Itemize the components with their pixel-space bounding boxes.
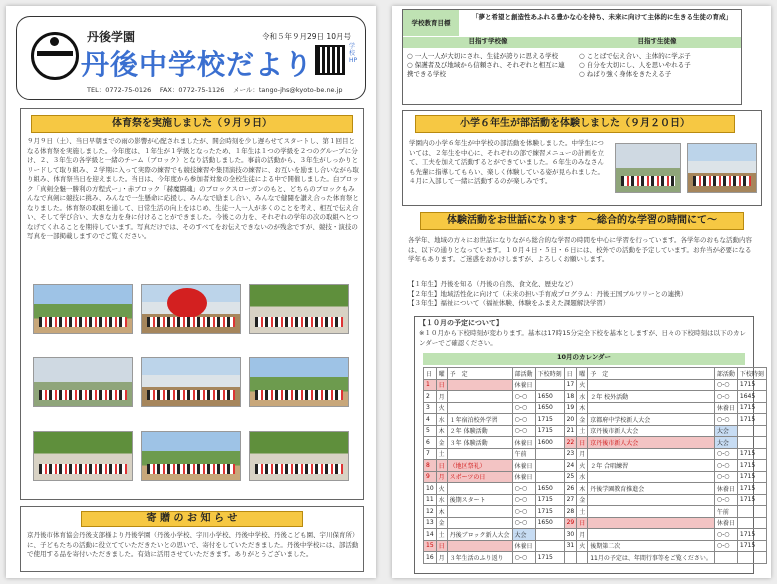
cal-time: 1715 bbox=[737, 471, 766, 483]
experience-grade-list bbox=[408, 280, 756, 310]
cal-event: ２年 合唱練習 bbox=[588, 460, 715, 472]
cal-club: ○-○ bbox=[714, 529, 737, 541]
cal-event bbox=[447, 540, 512, 552]
cal-club: ○-○ bbox=[512, 506, 535, 518]
calendar-row bbox=[424, 391, 767, 403]
photo-performance bbox=[249, 431, 349, 481]
calendar-row bbox=[424, 437, 767, 449]
cal-time: 1715 bbox=[535, 414, 564, 426]
cal-day: 28 bbox=[564, 506, 577, 518]
cal-day bbox=[564, 552, 577, 564]
cal-day: 23 bbox=[564, 448, 577, 460]
sports-festival-heading: 体育祭を実施しました（９月９日） bbox=[31, 115, 353, 133]
cal-day: 22 bbox=[564, 437, 577, 449]
calendar-row bbox=[424, 425, 767, 437]
cal-time: 1715 bbox=[737, 402, 766, 414]
cal-time: 1650 bbox=[535, 402, 564, 414]
cal-weekday: 土 bbox=[577, 506, 588, 518]
cal-event: 京丹後市新人大会 bbox=[588, 437, 715, 449]
cal-day: 14 bbox=[424, 529, 437, 541]
cal-time: 1715 bbox=[535, 425, 564, 437]
cal-time bbox=[737, 517, 766, 529]
cal-club: 休養日 bbox=[714, 483, 737, 495]
cal-club: 休養日 bbox=[512, 437, 535, 449]
donation-section bbox=[20, 506, 364, 572]
october-calendar bbox=[423, 367, 767, 564]
cal-head-weekday: 曜 bbox=[436, 368, 447, 380]
student-item: ○ 自分を大切にし、人を思いやれる子 bbox=[579, 61, 691, 69]
grade-2-item: 【２年生】地域活性化に向けて（未来の担い手育成プログラム：丹後王国ブルワリーとの連携） bbox=[408, 289, 688, 298]
cal-time bbox=[535, 448, 564, 460]
cal-day: 4 bbox=[424, 414, 437, 426]
cal-day: 25 bbox=[564, 471, 577, 483]
cal-event bbox=[588, 517, 715, 529]
cal-weekday: 金 bbox=[436, 437, 447, 449]
mail: メール：tango-jhs@kyoto-be.ne.jp bbox=[233, 86, 343, 94]
cal-club: ○-○ bbox=[512, 494, 535, 506]
cal-weekday: 木 bbox=[577, 402, 588, 414]
goals-label: 学校教育目標 bbox=[403, 10, 459, 36]
cal-time: 1715 bbox=[535, 552, 564, 564]
calendar-row bbox=[424, 402, 767, 414]
calendar-row bbox=[424, 483, 767, 495]
donation-text: 京丹後市体育協会丹後支部様より丹後学園（丹後小学校、宇川小学校、丹後中学校、丹後こども園、宇川保育所）に、子どもたちの活動に役立てていただきたいとの思いで、寄付をしていただきました。丹後中学校には、部活動で使用する品を寄付いただきました。有効に活用させていただきます。ありがとうございました。 bbox=[27, 531, 359, 558]
cal-weekday: 金 bbox=[577, 494, 588, 506]
cal-event: 後期スタート bbox=[447, 494, 512, 506]
club-trial-text: 学園内の小学６年生が中学校の部活動を体験しました。中学生については、２年生を中心に、それぞれの部で練習メニューの計画を立て、工夫を加えて活動するとができていました。６年生のみなさんも先輩に指導してもらい、楽しく体験している姿が見られました。４月に入部して一緒に活動するのが楽しみです。 bbox=[409, 139, 604, 185]
calendar-row bbox=[424, 448, 767, 460]
photo-cheer bbox=[249, 284, 349, 334]
cal-head-club: 部活動 bbox=[714, 368, 737, 380]
cal-day: 17 bbox=[564, 379, 577, 391]
calendar-row bbox=[424, 379, 767, 391]
cal-day: 21 bbox=[564, 425, 577, 437]
calendar-row bbox=[424, 529, 767, 541]
cal-event bbox=[588, 448, 715, 460]
cal-weekday: 日 bbox=[436, 540, 447, 552]
cal-time: 1715 bbox=[737, 448, 766, 460]
calendar-row bbox=[424, 506, 767, 518]
cal-event: 丹後ブロック新人大会 bbox=[447, 529, 512, 541]
cal-event bbox=[588, 529, 715, 541]
calendar-row bbox=[424, 460, 767, 472]
cal-head-time: 下校時刻 bbox=[737, 368, 766, 380]
contact-line bbox=[87, 85, 343, 94]
issue-date: 令和５年９月29日 10月号 bbox=[262, 32, 351, 41]
cal-club: ○-○ bbox=[714, 494, 737, 506]
cal-event bbox=[588, 471, 715, 483]
cal-time: 1715 bbox=[737, 529, 766, 541]
cal-day: 2 bbox=[424, 391, 437, 403]
cal-event bbox=[588, 494, 715, 506]
grade-1-item: 【１年生】丹後を知る（丹後の自然、食文化、歴史など） bbox=[408, 280, 577, 288]
cal-event bbox=[447, 402, 512, 414]
cal-weekday: 月 bbox=[577, 448, 588, 460]
cal-day: 26 bbox=[564, 483, 577, 495]
cal-head-weekday: 曜 bbox=[577, 368, 588, 380]
cal-event bbox=[447, 391, 512, 403]
cal-day: 20 bbox=[564, 414, 577, 426]
cal-club: ○-○ bbox=[512, 414, 535, 426]
tel: TEL：0772-75-0126 bbox=[87, 86, 152, 94]
cal-day: 8 bbox=[424, 460, 437, 472]
cal-time: 1715 bbox=[535, 506, 564, 518]
cal-time bbox=[737, 425, 766, 437]
calendar-row bbox=[424, 414, 767, 426]
cal-club: ○-○ bbox=[714, 414, 737, 426]
cal-club: ○-○ bbox=[714, 460, 737, 472]
cal-time bbox=[535, 460, 564, 472]
cal-weekday: 日 bbox=[577, 517, 588, 529]
cal-weekday: 水 bbox=[577, 471, 588, 483]
cal-day: 24 bbox=[564, 460, 577, 472]
cal-weekday: 火 bbox=[577, 540, 588, 552]
cal-head-day: 日 bbox=[424, 368, 437, 380]
education-goal: 「夢と希望と創造性あふれる豊かな心を持ち、未来に向けて主体的に生きる生徒の育成」 bbox=[472, 13, 732, 21]
cal-day: 16 bbox=[424, 552, 437, 564]
masthead bbox=[16, 16, 366, 100]
cal-day: 10 bbox=[424, 483, 437, 495]
cal-day: 7 bbox=[424, 448, 437, 460]
cal-head-day: 日 bbox=[564, 368, 577, 380]
cal-club: 午前 bbox=[512, 448, 535, 460]
photo-race bbox=[33, 357, 133, 407]
cal-club: 午前 bbox=[714, 506, 737, 518]
cal-time: 1650 bbox=[535, 483, 564, 495]
cal-weekday: 日 bbox=[436, 379, 447, 391]
cal-time: 1650 bbox=[535, 391, 564, 403]
cal-event bbox=[447, 517, 512, 529]
cal-club: ○-○ bbox=[512, 391, 535, 403]
cal-time bbox=[535, 471, 564, 483]
photo-club-1 bbox=[615, 143, 681, 193]
cal-time: 1715 bbox=[737, 414, 766, 426]
cal-day: 11 bbox=[424, 494, 437, 506]
cal-event bbox=[447, 506, 512, 518]
calendar-row bbox=[424, 471, 767, 483]
schedule-heading: 【１０月の予定について】 bbox=[419, 319, 503, 327]
cal-club bbox=[714, 552, 737, 564]
cal-club: 休養日 bbox=[512, 379, 535, 391]
cal-club: ○-○ bbox=[512, 402, 535, 414]
calendar-row bbox=[424, 517, 767, 529]
cal-club: 大会 bbox=[714, 425, 737, 437]
cal-event bbox=[447, 448, 512, 460]
experience-text: 各学年、地域の方々にお世話になりながら総合的な学習の時間を中心に学習を行っています。各学年のおもな活動内容は、以下の通りとなっています。１０月４日・５日・６日には、校外での活動を予定しています。お弁当が必要になる学年もあります。ご迷惑をおかけしますが、よろしくお願いします。 bbox=[408, 236, 752, 263]
cal-event: （地区祭礼） bbox=[447, 460, 512, 472]
calendar-row bbox=[424, 494, 767, 506]
club-trial-section bbox=[402, 110, 762, 206]
photo-group-run bbox=[33, 431, 133, 481]
cal-weekday: 金 bbox=[436, 517, 447, 529]
cal-weekday: 日 bbox=[577, 437, 588, 449]
cal-event bbox=[447, 379, 512, 391]
cal-weekday: 土 bbox=[577, 425, 588, 437]
cal-club: ○-○ bbox=[714, 448, 737, 460]
cal-weekday: 日 bbox=[436, 460, 447, 472]
school-image-header: 目指す学校像 bbox=[403, 37, 573, 48]
cal-weekday: 木 bbox=[436, 425, 447, 437]
cal-day: 5 bbox=[424, 425, 437, 437]
cal-head-club: 部活動 bbox=[512, 368, 535, 380]
cal-time: 1715 bbox=[737, 460, 766, 472]
cal-event: 丹後学園教育推進会 bbox=[588, 483, 715, 495]
cal-time bbox=[737, 437, 766, 449]
cal-day: 18 bbox=[564, 391, 577, 403]
donation-heading: 寄 贈 の お 知 ら せ bbox=[81, 511, 303, 527]
cal-club: ○-○ bbox=[512, 552, 535, 564]
student-image-header: 目指す生徒像 bbox=[573, 37, 741, 48]
cal-event: ３年 体験活動 bbox=[447, 437, 512, 449]
cal-day: 9 bbox=[424, 471, 437, 483]
cal-weekday bbox=[577, 552, 588, 564]
cal-head-event: 予 定 bbox=[588, 368, 715, 380]
cal-club: 休養日 bbox=[512, 471, 535, 483]
photo-dance bbox=[141, 431, 241, 481]
cal-weekday: 火 bbox=[436, 483, 447, 495]
cal-club: ○-○ bbox=[512, 517, 535, 529]
school-item: ○ 保護者及び地域から信頼され、それぞれと相互に連携できる学校 bbox=[407, 61, 565, 78]
cal-time: 1715 bbox=[535, 494, 564, 506]
grade-3-item: 【３年生】福祉について（福祉体験、体験をふまえた課題解決学習） bbox=[408, 299, 610, 307]
sports-festival-text: ９月９日（土）、当日早朝までの雨の影響が心配されましたが、開会時刻を少し遅らせてスタートし、第１回目となる体育祭を実施しました。今年度は、１年生が１学級となったため、１年生は１つの学級を２つのグループに分け、２、３年生の各学級と一緒のチーム（ブロック）となり活動しました。事前の活動から、３年生がしっかりとリードして取り組み、２学期に入って実際の練習でも競技練習や集団演技の練習に、お互いを励まし合いながら取り組み、体育祭当日を迎えました。当日は、今年度から参加者対象の全校生徒による中で開催しました。白ブロック「真剣全魅一勝利の方程式ー」・赤ブロック「赫魔闘魂」のブロックスローガンのもと、どちらのブロックもみんなで真剣に競技に挑み、みんなで一生懸命に応援し、みんなで励まし合い、みんなで健闘を讃え合った体育祭となりました。体育祭の取組を通して、日常生活の向上をはじめ、生徒一人一人が多くのことを考え、相互で伝え合い、そして学び合い、大きな力を身に付けることができました。今後この力を、それぞれの学年の次の取組へとつなげてくれることを期待しています。写真だけでは、そのすべてをお伝えできないのが残念ですが、競技・演技の写真を一部掲載しますのでご覧ください。 bbox=[27, 137, 359, 240]
cal-time: 1715 bbox=[737, 483, 766, 495]
cal-weekday: 月 bbox=[577, 529, 588, 541]
cal-event bbox=[447, 483, 512, 495]
cal-time: 1600 bbox=[535, 437, 564, 449]
qr-label: 学校HP bbox=[349, 43, 358, 64]
cal-weekday: 火 bbox=[436, 402, 447, 414]
cal-head-event: 予 定 bbox=[447, 368, 512, 380]
student-image-list bbox=[579, 52, 739, 79]
cal-day: 19 bbox=[564, 402, 577, 414]
calendar-title: 10月のカレンダー bbox=[423, 353, 745, 365]
student-item: ○ ことばで伝え合い、主体的に学ぶ子 bbox=[579, 52, 691, 60]
qr-code-icon[interactable] bbox=[315, 45, 345, 75]
cal-day: 27 bbox=[564, 494, 577, 506]
cal-time: 1715 bbox=[737, 379, 766, 391]
cal-club: 休養日 bbox=[512, 540, 535, 552]
cal-weekday: 土 bbox=[436, 529, 447, 541]
cal-time bbox=[737, 506, 766, 518]
cal-weekday: 月 bbox=[436, 552, 447, 564]
cal-time: 1645 bbox=[737, 391, 766, 403]
cal-time: 1715 bbox=[737, 540, 766, 552]
schedule-section bbox=[414, 316, 764, 574]
cal-time: 1715 bbox=[737, 494, 766, 506]
newsletter-title: 丹後中学校だより bbox=[81, 48, 314, 81]
cal-club: 休養日 bbox=[714, 402, 737, 414]
sports-festival-section bbox=[20, 108, 364, 500]
school-logo-icon bbox=[31, 32, 79, 80]
cal-club: 休養日 bbox=[714, 517, 737, 529]
cal-day: 13 bbox=[424, 517, 437, 529]
cal-day: 12 bbox=[424, 506, 437, 518]
cal-time: 1650 bbox=[535, 517, 564, 529]
photo-ball-game bbox=[141, 284, 241, 334]
schedule-note: ※１０月から下校時刻が変わります。基本は17時15分完全下校を基本としますが、日々の下校時刻は以下のカレンダーでご確認ください。 bbox=[419, 329, 746, 347]
cal-weekday: 火 bbox=[577, 460, 588, 472]
cal-weekday: 土 bbox=[436, 448, 447, 460]
cal-weekday: 月 bbox=[436, 391, 447, 403]
photo-jump bbox=[249, 357, 349, 407]
cal-club: 大会 bbox=[512, 529, 535, 541]
cal-weekday: 水 bbox=[436, 414, 447, 426]
cal-club: ○-○ bbox=[714, 471, 737, 483]
experience-heading: 体験活動をお世話になります ～総合的な学習の時間にて～ bbox=[420, 212, 744, 230]
cal-club: ○-○ bbox=[512, 483, 535, 495]
cal-event: 京都府中学校新人大会 bbox=[588, 414, 715, 426]
student-item: ○ ねばり強く身体をきたえる子 bbox=[579, 70, 672, 78]
cal-event bbox=[588, 379, 715, 391]
cal-event: 後期第二次 bbox=[588, 540, 715, 552]
cal-day: 29 bbox=[564, 517, 577, 529]
cal-event: ３年生活のふり返り bbox=[447, 552, 512, 564]
cal-day: 6 bbox=[424, 437, 437, 449]
cal-club: ○-○ bbox=[714, 379, 737, 391]
cal-club: 大会 bbox=[714, 437, 737, 449]
cal-weekday: 月 bbox=[436, 471, 447, 483]
cal-time bbox=[737, 552, 766, 564]
cal-weekday: 木 bbox=[436, 506, 447, 518]
cal-club: ○-○ bbox=[714, 391, 737, 403]
cal-weekday: 水 bbox=[436, 494, 447, 506]
cal-event: 京丹後市新人大会 bbox=[588, 425, 715, 437]
cal-time bbox=[535, 529, 564, 541]
photo-club-2 bbox=[687, 143, 757, 193]
cal-weekday: 火 bbox=[577, 379, 588, 391]
cal-weekday: 水 bbox=[577, 391, 588, 403]
cal-event: ２年 体験活動 bbox=[447, 425, 512, 437]
calendar-row bbox=[424, 552, 767, 564]
photo-banner bbox=[141, 357, 241, 407]
calendar-row bbox=[424, 540, 767, 552]
cal-weekday: 木 bbox=[577, 483, 588, 495]
fax: FAX：0772-75-1126 bbox=[159, 86, 225, 94]
cal-club: ○-○ bbox=[714, 540, 737, 552]
school-image-list bbox=[407, 52, 569, 79]
cal-event: １年宿泊校外学習 bbox=[447, 414, 512, 426]
cal-day: 30 bbox=[564, 529, 577, 541]
school-group-name: 丹後学園 bbox=[87, 30, 136, 44]
cal-head-time: 下校時刻 bbox=[535, 368, 564, 380]
cal-club: ○-○ bbox=[512, 425, 535, 437]
newsletter-page-1 bbox=[6, 6, 376, 578]
newsletter-page-2 bbox=[392, 6, 771, 578]
cal-day: 31 bbox=[564, 540, 577, 552]
cal-event bbox=[588, 402, 715, 414]
cal-day: 3 bbox=[424, 402, 437, 414]
cal-time bbox=[535, 540, 564, 552]
cal-day: 15 bbox=[424, 540, 437, 552]
cal-event: 11月の予定は、年間行事等をご覧ください。 bbox=[588, 552, 715, 564]
club-trial-heading: 小学６年生が部活動を体験しました（９月２０日） bbox=[415, 115, 735, 133]
cal-event bbox=[588, 506, 715, 518]
school-goals-box bbox=[402, 9, 742, 105]
school-item: ○ 一人一人が大切にされ、生徒が誇りに思える学校 bbox=[407, 52, 559, 60]
cal-event: ２年 校外活動 bbox=[588, 391, 715, 403]
cal-time bbox=[535, 379, 564, 391]
cal-club: 休養日 bbox=[512, 460, 535, 472]
cal-event: スポーツの日 bbox=[447, 471, 512, 483]
cal-weekday: 金 bbox=[577, 414, 588, 426]
cal-day: 1 bbox=[424, 379, 437, 391]
photo-relay bbox=[33, 284, 133, 334]
